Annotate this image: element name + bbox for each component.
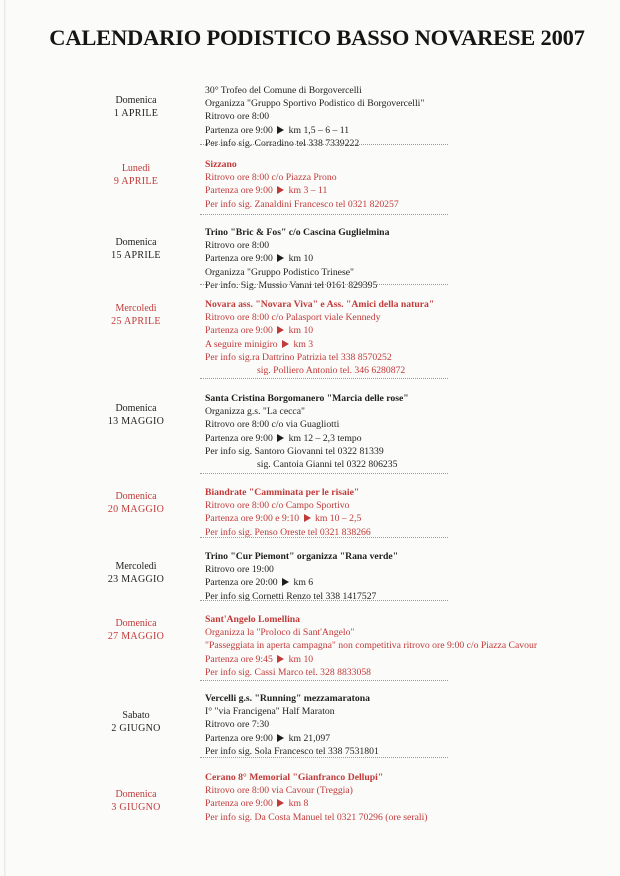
detail-distance: km 12 – 2,3 tempo [288, 432, 362, 444]
event-detail-line [205, 338, 434, 351]
event-detail-line: Per info sig. Da Costa Manuel tel 0321 70296 (ore serali) [205, 811, 428, 823]
event-weekday: Mercoledì [115, 303, 157, 314]
separator [200, 378, 448, 379]
event-weekday: Domenica [115, 491, 157, 502]
detail-distance: km 6 [293, 577, 314, 589]
event-details [205, 392, 409, 471]
event-date [96, 617, 176, 643]
event-weekday: Domenica [115, 95, 157, 106]
event-name: Vercelli g.s. "Running" mezzamaratona [205, 693, 370, 704]
event-detail-line: Per info sig. Penso Oreste tel 0321 838266 [205, 526, 371, 538]
event-date [96, 490, 176, 516]
event-detail-line: Ritrovo ore 8:00 via Cavour (Treggia) [205, 785, 353, 797]
event-detail-line: Ritrovo ore 8:00 c/o Campo Sportivo [205, 500, 350, 512]
detail-text: Partenza ore 9:00 [205, 432, 273, 444]
detail-distance: km 1,5 – 6 – 11 [288, 124, 350, 136]
event-date [96, 94, 176, 120]
event-date-label: 20 MAGGIO [107, 504, 165, 515]
arrow-right-icon [277, 326, 284, 334]
detail-text: Partenza ore 9:00 [205, 253, 273, 265]
detail-text: Partenza ore 9:45 [205, 653, 273, 665]
event-date [96, 788, 176, 814]
event-date-label: 23 MAGGIO [107, 574, 165, 585]
separator [200, 214, 448, 215]
arrow-right-icon [277, 126, 284, 134]
separator [200, 600, 448, 601]
event-weekday: Sabato [122, 710, 150, 721]
event-detail-line [205, 797, 428, 810]
arrow-right-icon [282, 340, 289, 348]
event-detail-line [205, 324, 434, 337]
detail-distance: km 3 – 11 [288, 185, 328, 197]
event-date-label: 13 MAGGIO [107, 416, 165, 427]
detail-distance: km 8 [288, 798, 309, 810]
arrow-right-icon [277, 799, 284, 807]
event-detail-line: Organizza "Gruppo Podistico Trinese" [205, 266, 354, 278]
event-name: Trino "Cur Piemont" organizza "Rana verde" [205, 551, 399, 562]
event-detail-line: Per info sig. Sola Francesco tel 338 7531801 [205, 745, 379, 757]
page-edge [4, 0, 6, 876]
detail-distance: km 10 [288, 325, 314, 337]
arrow-right-icon [277, 186, 284, 194]
event-detail-line: Organizza g.s. "La cecca" [205, 406, 305, 418]
event-detail-line: Ritrovo ore 7:30 [205, 719, 270, 731]
event-detail-line: sig. Cantoia Gianni tel 0322 806235 [257, 459, 398, 471]
detail-text: A seguire minigiro [205, 338, 278, 350]
event-detail-line: Per info sig. Santoro Giovanni tel 0322 81339 [205, 445, 384, 457]
event-name: Santa Cristina Borgomanero "Marcia delle rose" [205, 393, 409, 404]
event-weekday: Lunedì [121, 163, 151, 174]
event-date-label: 9 APRILE [113, 176, 159, 187]
separator [200, 537, 448, 538]
event-details [205, 158, 399, 211]
detail-text: Partenza ore 9:00 [205, 124, 273, 136]
detail-text: Partenza ore 9:00 [205, 185, 273, 197]
event-details [205, 226, 389, 292]
detail-text: Partenza ore 20:00 [205, 577, 278, 589]
event-detail-line: sig. Polliero Antonio tel. 346 6280872 [257, 365, 406, 377]
event-name: Trino "Bric & Fos" c/o Cascina Guglielmina [205, 227, 390, 238]
event-detail-line: Ritrovo ore 8:00 c/o via Guagliotti [205, 419, 340, 431]
separator [200, 284, 448, 285]
event-date [96, 236, 176, 262]
event-date [96, 560, 176, 586]
detail-text: Partenza ore 9:00 [205, 732, 273, 744]
event-date-label: 27 MAGGIO [107, 631, 165, 642]
event-detail-line [205, 732, 379, 745]
event-detail-line [205, 512, 371, 525]
event-detail-line: Ritrovo ore 8:00 [205, 240, 270, 252]
detail-text: Partenza ore 9:00 [205, 798, 273, 810]
event-details [205, 486, 371, 539]
arrow-right-icon [304, 514, 311, 522]
event-name: Novara ass. "Novara Viva" e Ass. "Amici della natura" [205, 299, 435, 310]
detail-distance: km 3 [293, 338, 314, 350]
event-date-label: 15 APRILE [111, 250, 161, 261]
event-date [96, 302, 176, 328]
event-weekday: Domenica [115, 618, 157, 629]
event-name: Sant'Angelo Lomellina [205, 614, 301, 625]
event-date-label: 2 GIUGNO [111, 723, 161, 734]
event-weekday: Domenica [115, 237, 157, 248]
event-detail-line: Organizza "Gruppo Sportivo Podistico di Borgovercelli" [205, 98, 425, 110]
event-detail-line: Per info sig Cornetti Renzo tel 338 1417527 [205, 590, 377, 602]
event-detail-line [205, 252, 389, 265]
event-detail-line: Per info sig. Zanaldini Francesco tel 0321 820257 [205, 198, 399, 210]
event-details [205, 84, 424, 150]
event-detail-line: Ritrovo ore 19:00 [205, 564, 274, 576]
event-details [205, 692, 379, 758]
event-weekday: Domenica [115, 789, 157, 800]
event-name: Cerano 8° Memorial "Gianfranco Dellupi" [205, 772, 384, 783]
detail-distance: km 10 [288, 653, 314, 665]
detail-distance: km 10 – 2,5 [315, 513, 362, 525]
detail-text: Partenza ore 9:00 e 9:10 [205, 513, 300, 525]
event-weekday: Domenica [115, 403, 157, 414]
event-detail-line [205, 653, 537, 666]
event-details [205, 771, 428, 824]
event-detail-line [205, 184, 399, 197]
separator [200, 473, 448, 474]
event-date-label: 25 APRILE [111, 316, 161, 327]
event-detail-line: Ritrovo ore 8:00 c/o Palasport viale Kennedy [205, 312, 381, 324]
event-details [205, 550, 398, 603]
separator [200, 144, 448, 145]
arrow-right-icon [277, 734, 284, 742]
event-detail-line: "Passeggiata in aperta campagna" non competitiva ritrovo ore 9:00 c/o Piazza Cavour [205, 640, 538, 652]
event-detail-line: Organizza la "Proloco di Sant'Angelo" [205, 627, 355, 639]
separator [200, 680, 448, 681]
event-detail-line [205, 124, 424, 137]
event-date [96, 402, 176, 428]
event-detail-line [205, 576, 398, 589]
arrow-right-icon [277, 434, 284, 442]
event-name: 30° Trofeo del Comune di Borgovercelli [205, 85, 362, 96]
page-title: CALENDARIO PODISTICO BASSO NOVARESE 2007 [49, 25, 585, 50]
detail-text: Partenza ore 9:00 [205, 325, 273, 337]
separator [200, 757, 448, 758]
event-date [96, 162, 176, 188]
event-detail-line: Ritrovo ore 8:00 c/o Piazza Prono [205, 172, 337, 184]
event-name: Biandrate "Camminata per le risaie" [205, 487, 360, 498]
event-details [205, 613, 537, 679]
event-detail-line: Per info sig. Corradino tel 338 7339222 [205, 137, 360, 149]
event-detail-line: I° "via Francigena" Half Maraton [205, 706, 335, 718]
event-detail-line: Per info sig.ra Dattrino Patrizia tel 338 8570252 [205, 351, 392, 363]
event-detail-line [205, 432, 409, 445]
arrow-right-icon [277, 655, 284, 663]
detail-distance: km 21,097 [288, 732, 331, 744]
event-detail-line: Ritrovo ore 8:00 [205, 111, 270, 123]
event-date-label: 3 GIUGNO [111, 802, 161, 813]
event-details [205, 298, 434, 377]
arrow-right-icon [277, 254, 284, 262]
event-weekday: Mercoledì [115, 561, 157, 572]
detail-distance: km 10 [288, 253, 314, 265]
event-date [96, 709, 176, 735]
event-date-label: 1 APRILE [113, 108, 159, 119]
event-name: Sizzano [205, 159, 237, 170]
event-detail-line: Per info sig. Cassi Marco tel. 328 8833058 [205, 666, 372, 678]
event-detail-line: Per info. Sig. Mussio Vanni tel 0161 829395 [205, 279, 378, 291]
arrow-right-icon [282, 578, 289, 586]
